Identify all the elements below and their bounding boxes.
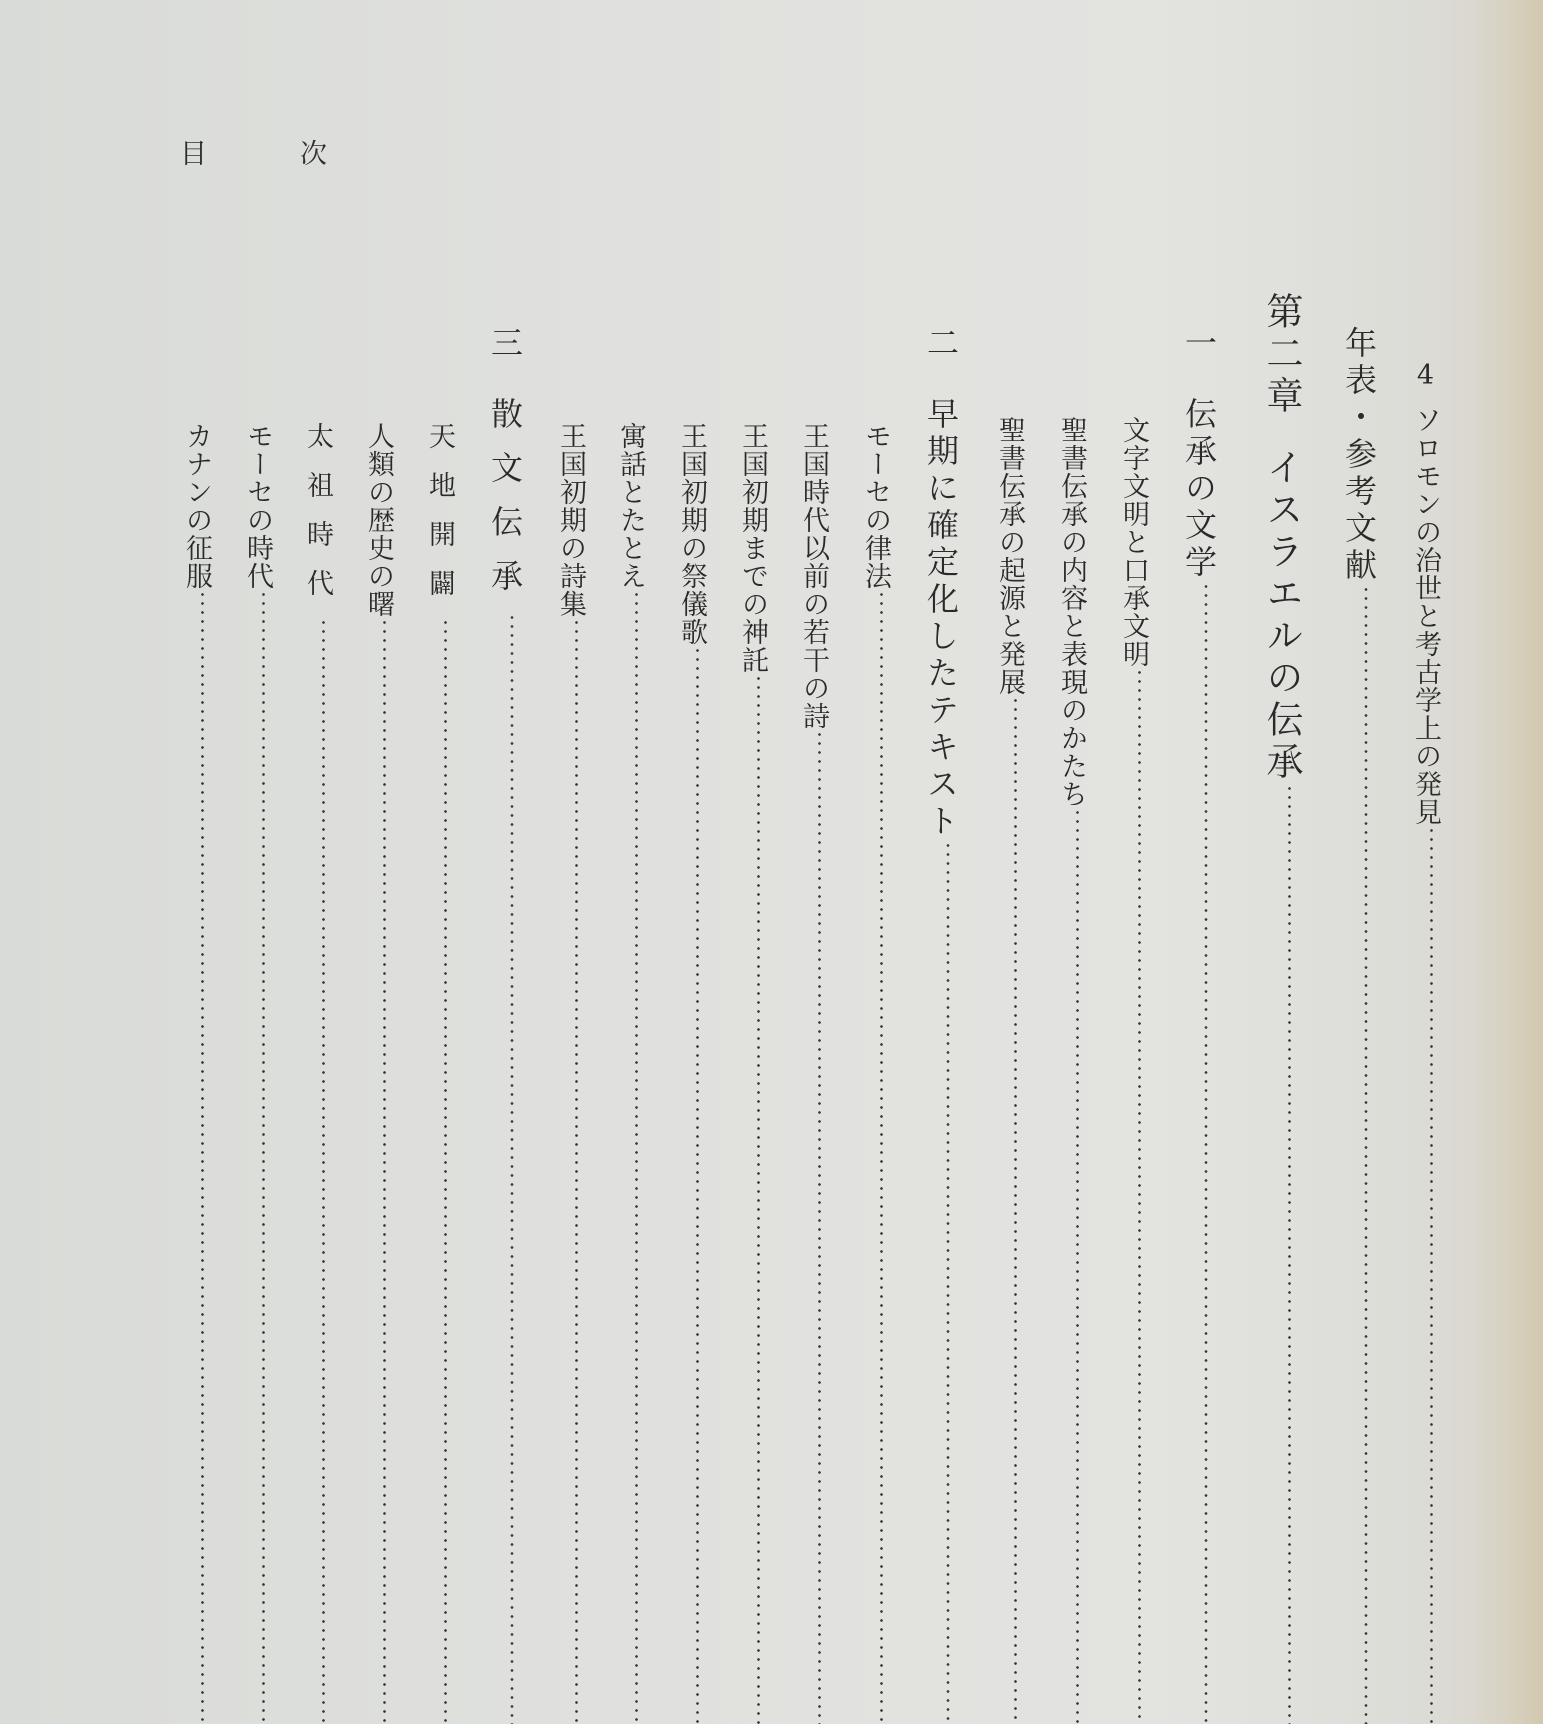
page-binding-shadow [1473,0,1543,1724]
item-title: 寓話とたとえ [615,422,646,590]
chapter-title: イスラエルの伝承 [1260,448,1303,784]
section-number: 一 [1180,326,1218,363]
dot-leader [684,646,711,1724]
dot-leader [250,590,277,1724]
toc-item-2-3 [733,422,772,1724]
toc-entry-title: ソロモンの治世と考古学上の発見 [1410,406,1441,826]
dot-leader [1418,826,1445,1724]
item-title: 王国初期の祭儀歌 [676,422,707,646]
toc-chapter-2 [1254,292,1308,1724]
toc-item-3-4 [238,422,277,1724]
section-number: 三 [486,326,524,363]
item-title: モーセの時代 [242,422,273,590]
toc-entry-number: 4 [1410,360,1441,392]
item-title: 王国初期の詩集 [555,422,586,618]
toc-item-2-6 [551,422,590,1724]
dot-leader [1350,585,1382,1724]
dot-leader [745,674,772,1724]
item-title: 天地開闢 [424,422,455,618]
toc-entry-chronology [1336,326,1382,1724]
dot-leader [623,590,650,1724]
section-title: 散文伝承 [486,397,524,613]
toc-section-3 [482,326,528,1724]
toc-item-2-1 [856,422,895,1724]
item-title: 聖書伝承の起源と発展 [994,416,1025,696]
dot-leader [496,613,528,1724]
toc-section-1 [1176,326,1222,1724]
running-head-left: 目 [180,139,207,170]
toc-entry-item-4 [1406,360,1445,1724]
section-title: 早期に確定化したテキスト [922,397,960,841]
dot-leader [1064,808,1091,1724]
toc-item-3-5 [177,422,216,1724]
item-title: 文字文明と口承文明 [1118,416,1149,668]
toc-item-3-3 [298,422,337,1724]
toc-item-1-2 [1052,416,1091,1724]
toc-item-2-4 [672,422,711,1724]
running-head-right: 次 [300,139,327,170]
dot-leader [806,730,833,1724]
toc-item-3-2 [359,422,398,1724]
toc-section-2 [918,326,964,1724]
item-title: 人類の歴史の曙 [363,422,394,618]
item-title: モーセの律法 [860,422,891,590]
chapter-label: 第二章 [1260,292,1303,418]
toc-item-3-1 [420,422,459,1724]
dot-leader [1271,784,1308,1724]
toc-item-2-5 [611,422,650,1724]
dot-leader [1126,668,1153,1724]
dot-leader [1190,582,1222,1724]
toc-entry-title: 年表・参考文献 [1340,326,1378,585]
dot-leader [371,618,398,1724]
item-title: カナンの征服 [181,422,212,590]
dot-leader [868,590,895,1724]
section-number: 二 [922,326,960,363]
toc-item-1-3 [990,416,1029,1724]
toc-item-1-1 [1114,416,1153,1724]
dot-leader [563,618,590,1724]
item-title: 太祖時代 [302,422,333,618]
item-title: 王国時代以前の若干の詩 [798,422,829,730]
item-title: 聖書伝承の内容と表現のかたち [1056,416,1087,808]
dot-leader [189,590,216,1724]
section-title: 伝承の文学 [1180,397,1218,582]
toc-item-2-2 [794,422,833,1724]
dot-leader [432,618,459,1724]
dot-leader [310,618,337,1724]
dot-leader [932,841,964,1724]
item-title: 王国初期までの神託 [737,422,768,674]
dot-leader [1002,696,1029,1724]
